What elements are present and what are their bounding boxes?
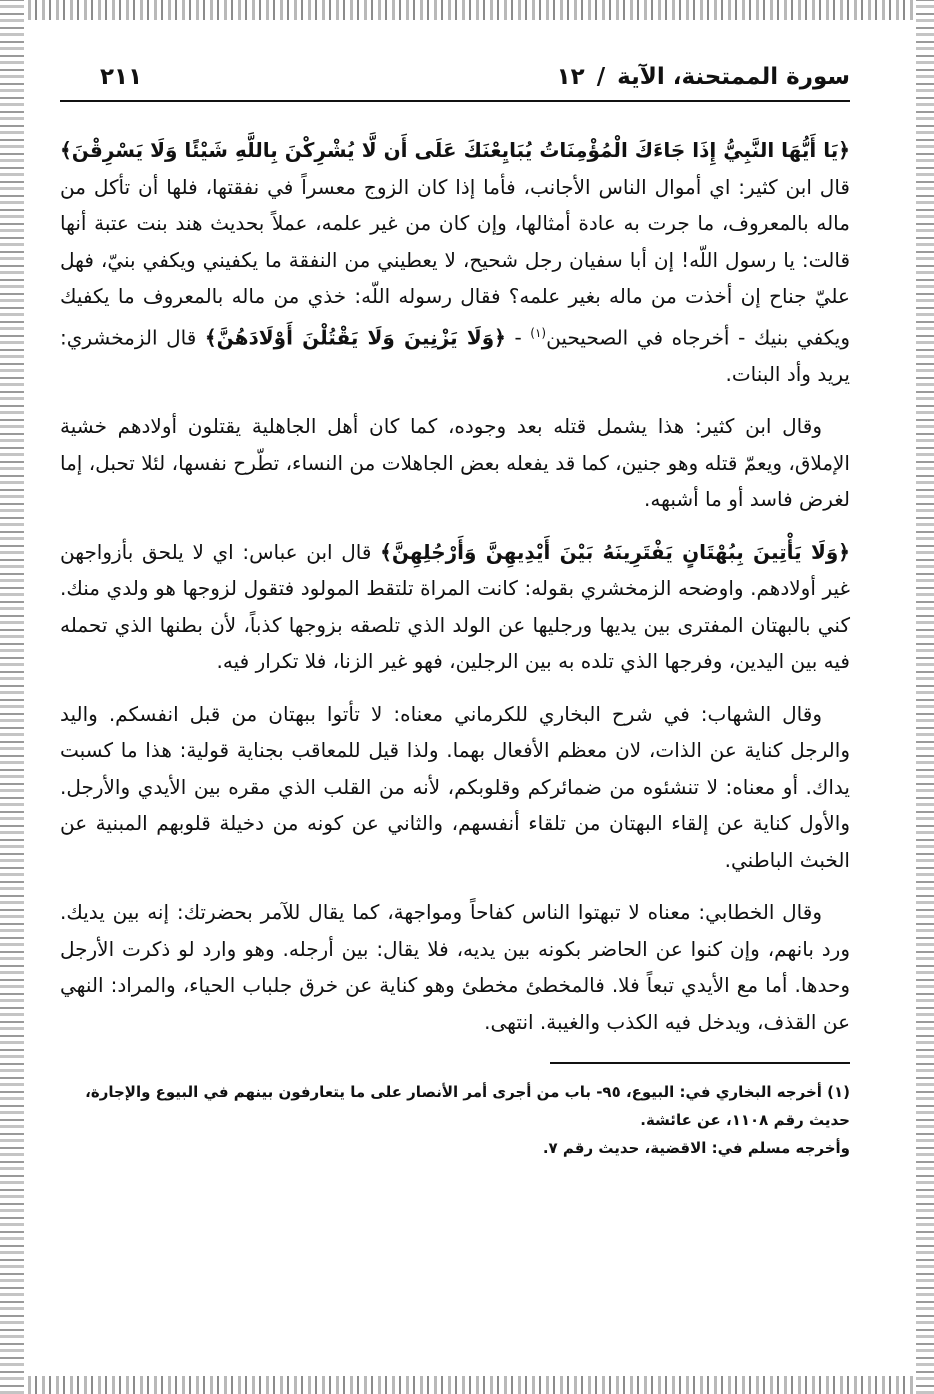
paragraph-text: قال ابن كثير: اي أموال الناس الأجانب، فأما إذا كان الزوج معسراً في نفقتها، فلها أن تأكل من ماله بالمعروف، ما جرت به عادة أمثالها، وإن كان من غير علمه، عملاً بحديث هند بنت عتبة أنها قالت: يا رسول اللّه! إن أبا سفيان رجل شحيح، لا يعطيني من النفقة ما يكفيني ويكفي بنيّ، فهل عليّ جناح إن أخذت من ماله بغير علمه؟ فقال رسوله اللّه: خذي من ماله بالمعروف ما يكفيك ويكفي بنيك - أخرجاه في الصحيحين [60,174,850,350]
footnote-divider [550,1062,850,1064]
paragraph-text: وقال الشهاب: في شرح البخاري للكرماني معناه: لا تأتوا ببهتان من قبل انفسكم. واليد والرجل كناية عن الذات، لان معظم الأفعال بهما. ولذا قيل للمعاقب بجناية قولية: هذا ما كسبت يداك. أو معناه: لا تنشئوه من ضمائركم وقلوبكم، لأنه من القلب الذي مقره بين الأيدي والأرجل. والأول كناية عن إلقاء البهتان من تلقاء أنفسهم، والثاني عن كونه من دخيلة قلوبهم المبنية عن الخبث الباطني. [60,701,850,872]
paragraph-4 [60,696,850,879]
border-bottom [0,1376,934,1394]
paragraph-text: قال الزمخشري: يريد وأد البنات. [60,325,850,386]
paragraph-text: وقال الخطابي: معناه لا تبهتوا الناس كفاحاً ومواجهة، كما يقال للآمر بحضرتك: إنه بين يديك. ورد بانهم، وإن كنوا عن الحاضر بكونه بين يديه، فلا يقال: بين أرجله. وهو وارد لو ذكرت الأرجل وحدها. أما مع الأيدي تبعاً فلا. فالمخطئ مخطئ وهو كناية عن خرق جلباب الحياء، والمراد: النهي عن القذف، ويدخل فيه الكذب والغيبة. انتهى. [60,900,850,1034]
paragraph-3 [60,534,850,680]
paragraph-1 [60,132,850,392]
running-title [557,64,850,90]
paragraph-text: - [505,325,531,350]
footnote-2: وأخرجه مسلم في: الاقضية، حديث رقم ٧. [542,1139,850,1158]
footnote-ref[interactable]: (١) [530,325,547,340]
page-body [60,132,850,1162]
page [60,60,850,1360]
title-separator: / [596,64,606,90]
verse-number: ١٢ [556,64,585,90]
quran-verse: ﴿وَلَا يَأْتِينَ بِبُهْتَانٍ يَفْتَرِينَهُ بَيْنَ أَيْدِيهِنَّ وَأَرْجُلِهِنَّ﴾ [380,539,851,564]
footnotes [60,1078,850,1162]
page-number: ٢١١ [100,64,143,90]
footnote-1: (١) أخرجه البخاري في: البيوع، ٩٥- باب من أجرى أمر الأنصار على ما يتعارفون بينهم في البيوع والإجارة، حديث رقم ١١٠٨، عن عائشة. [85,1083,850,1130]
quran-verse: ﴿وَلَا يَزْنِينَ وَلَا يَقْتُلْنَ أَوْلَادَهُنَّ﴾ [204,325,506,350]
border-right [916,0,934,1394]
paragraph-text: قال ابن عباس: اي لا يلحق بأزواجهن غير أولادهم. واوضحه الزمخشري بقوله: كانت المراة تلتقط المولود فتقول لزوجها هو ولدي منك. كني بالبهتان المفترى بين يديها ورجليها عن الولد الذي تلصقه بزوجها كذباً، لأن بطنها الذي تحمله فيه بين اليدين، وفرجها الذي تلده به بين الرجلين، فهو غير الزنا، فلا تكرار فيه. [60,539,850,674]
page-header [60,60,850,102]
paragraph-2 [60,408,850,518]
surah-title: سورة الممتحنة، الآية [617,64,850,90]
paragraph-5 [60,894,850,1040]
quran-verse: ﴿يَا أَيُّهَا النَّبِيُّ إِذَا جَاءَكَ الْمُؤْمِنَاتُ يُبَايِعْنَكَ عَلَى أَن لَّا يُشْرِكْنَ بِاللَّهِ شَيْئًا وَلَا يَسْرِقْنَ﴾ [60,138,850,162]
paragraph-text: وقال ابن كثير: هذا يشمل قتله بعد وجوده، كما كان أهل الجاهلية يقتلون أولادهم خشية الإملاق، ويعمّ قتله وهو جنين، كما قد يفعله بعض الجاهلات من النساء، تطّرح نفسها، لئلا تحبل، إما لغرض فاسد أو ما أشبهه. [60,414,850,512]
border-left [0,0,24,1394]
border-top [0,0,934,20]
